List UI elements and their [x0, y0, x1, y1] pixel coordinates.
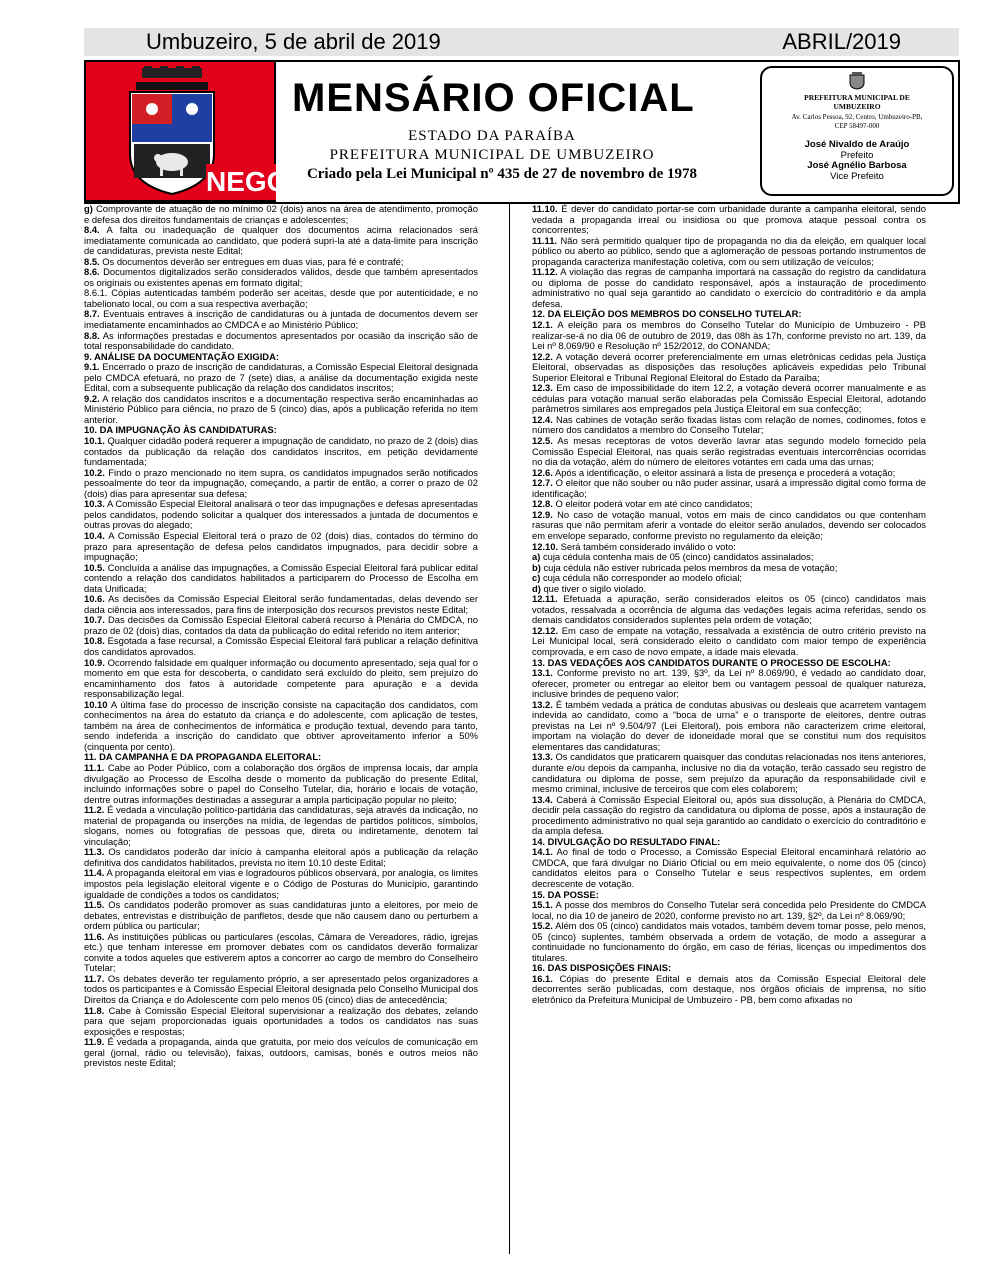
item-number: 12.7. [532, 477, 553, 489]
state-name: ESTADO DA PARAÍBA [408, 128, 576, 144]
item-number: 10.7. [84, 614, 105, 626]
paragraph [532, 900, 926, 921]
paragraph [84, 436, 478, 468]
paragraph [532, 236, 926, 268]
paragraph-text: Efetuada a apuração, serão considerados eleitos os 05 (cinco) candidatos mais votados, ressalvada a ocorrência de alguma das vedações legais acima referidas, sendo os demais candidatos considerados suplentes pela ordem de votação; [532, 593, 926, 626]
item-number: 8.4. [84, 224, 100, 236]
paragraph [532, 320, 926, 352]
section-heading: 13. DAS VEDAÇÕES AOS CANDIDATOS DURANTE O PROCESSO DE ESCOLHA: [532, 656, 891, 668]
paragraph-text: que tiver o sigilo violado. [540, 582, 647, 594]
paragraph-text: Cópias do presente Edital e demais atos da Comissão Especial Eleitoral dele decorrentes serão publicadas, com destaque, nos órgãos oficiais de imprensa, no sítio eletrônico da Prefeitura Municipal de Umbuzeiro - PB, bem como afixadas no [532, 972, 926, 1006]
paragraph-text: É vedada a propaganda, ainda que gratuita, por meio dos veículos de comunicação em geral (jornal, rádio ou televisão), faixas, outdoors, camisas, bonés e outros meios não previstos neste Edital; [84, 1036, 478, 1069]
item-number: 8.5. [84, 255, 100, 267]
mayor-role: Prefeito [840, 150, 874, 161]
item-number: 12.11. [532, 593, 558, 605]
paragraph-text: Os candidatos poderão promover as suas candidaturas junto a eleitores, por meio de debates, entrevistas e distribuição de panfletos, desde que não causem dano ou perturbem a ordem pública ou particular; [84, 899, 478, 932]
section-heading: 10. DA IMPUGNAÇÃO ÀS CANDIDATURAS: [84, 424, 277, 436]
item-number: 8.6. [84, 266, 100, 278]
paragraph-text: Após a identificação, o eleitor assinará a lista de presença e procederá a votação; [552, 466, 896, 478]
paragraph-text: Conforme previsto no art. 139, §3º, da Lei nº 8.069/90, é vedado ao candidato doar, oferecer, prometer ou entregar ao eleitor bem ou vantagem pessoal de qualquer natureza, inclusive brindes de pequeno valor; [532, 667, 926, 700]
paragraph-text: O eleitor que não souber ou não puder assinar, usará a impressão digital como forma de identificação; [532, 477, 926, 499]
item-number: 10.8. [84, 635, 105, 647]
prefecture-emblem-icon [847, 72, 867, 90]
paragraph-text: É também vedada a prática de condutas abusivas ou desleais que acarretem vantagem indevida ao candidato, como a “boca de urna” e o transporte de eleitores, dentre outras previstas na Lei nº 9.504/97 (Lei Eleitoral), pois embora não caracterizem crime eleitoral, importam na violação do dever de idoneidade moral que se constitui num dos requisitos elementares das candidaturas; [532, 698, 926, 752]
paragraph-text: A Comissão Especial Eleitoral analisará o teor das impugnações e defesas apresentadas pelos candidatos, podendo solicitar a qualquer dos interessados a juntada de documentos e outras provas do alegado; [84, 498, 478, 531]
item-number: 12.6. [532, 466, 553, 478]
paragraph-text: Caberá à Comissão Especial Eleitoral ou, após sua dissolução, à Plenária do CMDCA, decidir pela cassação do registro da candidatura ou diploma de posse, após a instauração de procedimento administrativo no qual seja garantido ao candidato o exercício do contraditório e da ampla defesa. [532, 793, 926, 837]
paragraph-text: Os debates deverão ter regulamento próprio, a ser apresentado pelos organizadores a todos os participantes e à Comissão Especial Eleitoral designada pelo Conselho Municipal dos Direitos da Criança e do Adolescente com pelo menos 05 (cinco) dias de antecedência; [84, 972, 478, 1006]
paragraph-text: Ocorrendo falsidade em qualquer informação ou documento apresentado, seja qual for o momento em que esta for descoberta, o candidato será excluído do pleito, sem prejuízo do encaminhamento dos fatos à autoridade competente para apuração e a devida responsabilização legal. [84, 656, 478, 700]
paragraph-text: A propaganda eleitoral em vias e logradouros públicos observará, por analogia, os limites impostos pela legislação eleitoral vigente e o Código de Posturas do Município, garantindo igualdade de condições a todos os candidatos; [84, 867, 478, 900]
item-number: d) [532, 582, 541, 594]
left-text-column [84, 204, 478, 1254]
paragraph [532, 594, 926, 626]
mayor-name: José Nivaldo de Araújo [804, 139, 910, 150]
paragraph-text: A falta ou inadequação de qualquer dos documentos acima relacionados será imediatamente comunicada ao candidato, que poderá supri-la até a data-limite para inscrição de candidaturas, prevista neste Edital; [84, 224, 478, 257]
item-number: 10.2. [84, 466, 105, 478]
section-heading: 16. DAS DISPOSIÇÕES FINAIS: [532, 962, 672, 974]
paragraph-text: Documentos digitalizados serão considerados válidos, desde que também apresentados os originais ou existentes apenas em formato digital; [84, 266, 478, 288]
paragraph [84, 932, 478, 974]
item-number: 10.9. [84, 656, 105, 668]
paragraph [532, 700, 926, 753]
item-number: 12.1. [532, 319, 553, 331]
item-number: 10.6. [84, 593, 105, 605]
vice-mayor-role: Vice Prefeito [830, 171, 884, 182]
paragraph-text: Os documentos deverão ser entregues em duas vias, para fé e contrafé; [99, 255, 404, 267]
section-heading: 9. ANÁLISE DA DOCUMENTAÇÃO EXIGIDA: [84, 350, 279, 362]
paragraph [84, 974, 478, 1006]
paragraph [532, 478, 926, 499]
paragraph-text: A Comissão Especial Eleitoral terá o prazo de 02 (dois) dias, contados do término do prazo para apresentação de defesa pelos candidatos impugnados, para decidir sobre a impugnação; [84, 529, 478, 563]
issue-month: ABRIL/2019 [782, 29, 901, 54]
item-number: 9.1. [84, 361, 100, 373]
paragraph [84, 468, 478, 500]
paragraph [84, 531, 478, 563]
paragraph-text: Das decisões da Comissão Especial Eleitoral caberá recurso à Plenária do CMDCA, no prazo de 02 (dois) dias, contados da data da publicação do edital referido no item anterior; [84, 614, 478, 636]
paragraph-text: A relação dos candidatos inscritos e a documentação respectiva serão encaminhadas ao Ministério Público para ciência, no prazo de 5 (cinco) dias, após a publicação referida no item anterior. [84, 392, 478, 425]
item-number: b) [532, 561, 541, 573]
creation-law: Criado pela Lei Municipal nº 435 de 27 de novembro de 1978 [306, 166, 698, 182]
item-number: 11.11. [532, 234, 558, 246]
paragraph-text: Findo o prazo mencionado no item supra, os candidatos impugnados serão notificados pessoalmente do teor da impugnação, começando, a partir de então, a correr o prazo de 02 (dois) dias para apresentar sua defesa; [84, 466, 478, 499]
paragraph [84, 847, 478, 868]
item-number: 13.3. [532, 751, 553, 763]
paragraph [532, 383, 926, 415]
item-number: 10.3. [84, 498, 105, 510]
item-number: 15.2. [532, 920, 553, 932]
paragraph [532, 752, 926, 794]
section-heading: 12. DA ELEIÇÃO DOS MEMBROS DO CONSELHO TUTELAR: [532, 308, 802, 320]
paragraph [532, 668, 926, 700]
item-number: 11.12. [532, 266, 558, 278]
top-date-bar [84, 28, 959, 56]
item-number: c) [532, 572, 541, 584]
paragraph [84, 594, 478, 615]
paragraph-text: Esgotada a fase recursal, a Comissão Especial Eleitoral fará publicar a relação definitiva dos candidatos aprovados. [84, 635, 478, 657]
item-number: 15.1. [532, 899, 553, 911]
paragraph [84, 204, 478, 225]
paragraph-text: Qualquer cidadão poderá requerer a impugnação de candidato, no prazo de 2 (dois) dias contados da publicação da relação dos candidatos inscritos, em petição devidamente fundamentada; [84, 435, 478, 468]
vice-mayor-name: José Agnélio Barbosa [807, 160, 907, 171]
paragraph-text: Encerrado o prazo de inscrição de candidaturas, a Comissão Especial Eleitoral designada pelo CMDCA efetuará, no prazo de 7 (sete) dias, a análise da documentação exigida neste Edital, com a subsequente publicação da relação dos candidatos inscritos; [84, 361, 478, 394]
info-address-line1: Av. Carlos Pessoa, 92, Centro, Umbuzeiro-PB, [791, 113, 923, 121]
paragraph-text: Em caso de impossibilidade do item 12.2, a votação deverá ocorrer manualmente e as cédulas para votação manual serão elaboradas pela Comissão Especial Eleitoral, adotando parâmetros similares aos empregados pela Justiça Eleitoral em sua confecção; [532, 382, 926, 415]
paragraph [84, 1006, 478, 1038]
item-number: 12.4. [532, 413, 553, 425]
paragraph-text: Não será permitido qualquer tipo de propaganda no dia da eleição, em qualquer local público ou aberto ao público, sendo que a aglomeração de pessoas portando instrumentos de propaganda caracteriza manifestação coletiva, com ou sem utilização de veículos; [532, 234, 926, 267]
paragraph-text: É vedada a vinculação político-partidária das candidaturas, seja através da indicação, no material de propaganda ou inserções na mídia, de legendas de partidos políticos, símbolos, slogans, nomes ou fotografias de pessoas que, direta ou indiretamente, denotem tal vinculação; [84, 804, 478, 847]
paragraph-text: O eleitor poderá votar em até cinco candidatos; [552, 498, 753, 510]
paragraph-text: Nas cabines de votação serão fixadas listas com relação de nomes, codinomes, fotos e número dos candidatos a membro do Conselho Tutelar; [532, 413, 926, 436]
item-number: 12.2. [532, 350, 553, 362]
right-text-column [532, 204, 926, 1254]
info-address-line2: CEP 58497-000 [834, 122, 880, 130]
item-number: 11.10. [532, 204, 558, 214]
paragraph-text: A posse dos membros do Conselho Tutelar será concedida pelo Presidente do CMDCA local, no dia 10 de janeiro de 2020, conforme previsto no art. 139, §2º, da Lei nº 8.069/90; [532, 899, 926, 921]
item-number: 11.9. [84, 1036, 105, 1048]
item-number: 13.1. [532, 667, 553, 679]
paragraph-text: Os candidatos que praticarem quaisquer das condutas relacionadas nos itens anteriores, durante e/ou depois da campanha, inclusive no dia da votação, terão cassado seu registro de candidatura ou diploma de posse, sem prejuízo da apuração da responsabilidade civil e mesmo criminal, inclusive de terceiros que com eles colaborem; [532, 751, 926, 795]
item-number: a) [532, 551, 541, 563]
paragraph-text: Além dos 05 (cinco) candidatos mais votados, também devem tomar posse, pelo menos, 05 (cinco) suplentes, também observada a ordem de votação, de modo a assegurar a continuidade no funcionamento do órgão, em caso de férias, licenças ou impedimentos dos titulares. [532, 920, 926, 963]
paragraph-text: É dever do candidato portar-se com urbanidade durante a campanha eleitoral, sendo vedada a propaganda irreal ou insidiosa ou que promova ataque pessoal contra os concorrentes; [532, 204, 926, 236]
item-number: 13.2. [532, 698, 553, 710]
item-number: 11.4. [84, 867, 105, 879]
paragraph [532, 921, 926, 963]
section-heading: 11. DA CAMPANHA E DA PROPAGANDA ELEITORAL: [84, 751, 322, 763]
paragraph [532, 436, 926, 468]
paragraph-text: Concluída a análise das impugnações, a Comissão Especial Eleitoral fará publicar edital contendo a relação dos candidatos habilitados a participarem do Processo de Escolha em data Unificada; [84, 561, 478, 594]
item-number: 11.7. [84, 972, 105, 984]
paragraph-text: cuja cédula não corresponder ao modelo oficial; [540, 572, 743, 584]
paragraph [84, 394, 478, 426]
paragraph [84, 805, 478, 847]
item-number: 16.1. [532, 972, 553, 984]
paragraph [84, 362, 478, 394]
paragraph-text: As informações prestadas e documentos apresentados por ocasião da inscrição são de total responsabilidade do candidato. [84, 329, 478, 352]
paragraph [532, 795, 926, 837]
paragraph [532, 352, 926, 384]
paragraph [84, 288, 478, 309]
paragraph [532, 510, 926, 542]
paragraph-text: cuja cédula não estiver rubricada pelos membros da mesa de votação; [540, 561, 838, 573]
item-number: 12.3. [532, 382, 553, 394]
prefecture-info-box [760, 66, 954, 196]
item-number: g) [84, 204, 93, 214]
paragraph [84, 636, 478, 657]
item-number: 11.3. [84, 846, 105, 858]
paragraph-text: Será também considerado inválido o voto: [558, 540, 736, 552]
masthead [84, 60, 960, 204]
paragraph-text: Cabe ao Poder Público, com a colaboração dos órgãos de imprensa locais, dar ampla divulgação ao Processo de Escolha desde o momento da publicação do presente Edital, incluindo informações sobre o papel do Conselho Tutelar, dia, horário e locais de votação, dentre outras informações destinadas a assegurar a ampla participação popular no pleito; [84, 761, 478, 805]
paragraph-text: No caso de votação manual, votos em mais de cinco candidatos ou que contenham rasuras que não permitam aferir a vontade do eleitor serão anulados, devendo ser colocados em envelope separado, conforme previsto no regulamento da eleição; [532, 508, 926, 541]
item-number: 10.10 [84, 698, 108, 710]
paragraph [84, 900, 478, 932]
column-divider [509, 204, 510, 1254]
paragraph [532, 626, 926, 658]
paragraph-text: As decisões da Comissão Especial Eleitoral serão fundamentadas, delas devendo ser dada ciência aos interessados, para fins de interposição dos recursos previstos neste Edital; [84, 593, 478, 615]
paragraph [84, 563, 478, 595]
paragraph [532, 847, 926, 889]
item-number: 12.10. [532, 540, 559, 552]
paragraph [84, 763, 478, 805]
info-org-line1: PREFEITURA MUNICIPAL DE [804, 93, 910, 102]
item-number: 9.2. [84, 392, 100, 404]
paragraph-text: cuja cédula contenha mais de 05 (cinco) candidatos assinalados; [540, 551, 814, 563]
paragraph-text: A votação deverá ocorrer preferencialmente em urnas eletrônicas cedidas pela Justiça Eleitoral, observadas as disposições das resoluções aplicáveis expedidas pelo Tribunal Superior Eleitoral e Tribunal Regional Eleitoral do Estado da Paraíba; [532, 350, 926, 383]
item-number: 10.5. [84, 561, 105, 573]
item-number: 8.7. [84, 308, 100, 320]
section-heading: 14. DIVULGAÇÃO DO RESULTADO FINAL: [532, 835, 721, 847]
paragraph-text: As mesas receptoras de votos deverão lavrar atas segundo modelo fornecido pela Comissão Especial Eleitoral, nas quais serão registradas eventuais intercorrências ocorridas no dia da votação, além do número de eleitores votantes em cada uma das urnas; [532, 435, 926, 468]
issue-date: Umbuzeiro, 5 de abril de 2019 [146, 29, 441, 54]
nego-badge: NEGO [206, 164, 276, 200]
paragraph [84, 1037, 478, 1069]
paragraph [84, 615, 478, 636]
paragraph [84, 225, 478, 257]
paragraph [532, 974, 926, 1006]
paragraph-text: Comprovante de atuação de no mínimo 02 (dois) anos na área de atendimento, promoção e defesa dos direitos fundamentais de crianças e adolescentes; [84, 204, 478, 225]
paragraph-text: Os candidatos poderão dar início à campanha eleitoral após a publicação da relação definitiva dos candidatos habilitados, prevista no item 10.10 deste Edital; [84, 846, 478, 868]
paragraph [532, 415, 926, 436]
paragraph-text: A última fase do processo de inscrição consiste na capacitação dos candidatos, com conhecimentos na área do estatuto da criança e do adolescente, com aplicação de testes, também na área de conhecimentos de informática e produção textual, devendo para tanto, sendo indeferida a inscrição do candidato que obtiver aproveitamento inferior a 50% (cinquenta por cento). [84, 698, 478, 752]
paragraph [84, 309, 478, 330]
paragraph [84, 868, 478, 900]
paragraph-text: Em caso de empate na votação, ressalvada a existência de outro critério previsto na Lei Municipal local, será considerado eleito o candidato com maior tempo de experiência comprovada, e em caso de novo empate, a idade mais elevada. [532, 624, 926, 657]
paragraph-text: As instituições públicas ou particulares (escolas, Câmara de Vereadores, rádio, igrejas etc.) que tenham interesse em promover debates com os candidatos deverão formalizar convite a todos aqueles que estiverem aptos a concorrer ao cargo de membro do Conselheiro Tutelar; [84, 930, 478, 974]
paragraph-text: A eleição para os membros do Conselho Tutelar do Município de Umbuzeiro - PB realizar-se-á no dia 06 de outubro de 2019, das 08h às 17h, conforme previsto no art. 139, da Lei nº 8.069/90 e Resolução nº 152/2012, do CONANDA; [532, 319, 926, 352]
item-number: 10.4. [84, 529, 105, 541]
item-number: 12.12. [532, 624, 559, 636]
item-number: 11.2. [84, 804, 105, 816]
item-number: 11.1. [84, 761, 105, 773]
item-number: 11.5. [84, 899, 105, 911]
item-number: 11.6. [84, 930, 105, 942]
paragraph [84, 331, 478, 352]
newspaper-title: MENSÁRIO OFICIAL [292, 76, 695, 120]
item-number: 14.1. [532, 846, 553, 858]
item-number: 11.8. [84, 1004, 105, 1016]
item-number: 8.8. [84, 329, 100, 341]
info-org-line2: UMBUZEIRO [833, 102, 881, 111]
paragraph [84, 267, 478, 288]
masthead-red-block [86, 62, 289, 202]
prefecture-name: PREFEITURA MUNICIPAL DE UMBUZEIRO [329, 147, 655, 163]
paragraph [84, 700, 478, 753]
paragraph [84, 499, 478, 531]
paragraph [84, 658, 478, 700]
item-number: 10.1. [84, 435, 105, 447]
paragraph [532, 204, 926, 236]
section-heading: 15. DA POSSE: [532, 888, 599, 900]
item-number: 12.5. [532, 435, 553, 447]
paragraph-text: Ao final de todo o Processo, a Comissão Especial Eleitoral encaminhará relatório ao CMDCA, que fará divulgar no Diário Oficial ou em meio equivalente, o nome dos 05 (cinco) candidatos eleitos para o Conselho Tutelar e seus respectivos suplentes, em ordem decrescente de votação. [532, 846, 926, 889]
item-number: 12.9. [532, 508, 553, 520]
paragraph-text: Eventuais entraves à inscrição de candidaturas ou à juntada de documentos devem ser imediatamente encaminhados ao CMDCA e ao Ministério Público; [84, 308, 478, 331]
paragraph [532, 267, 926, 309]
paragraph-text: 8.6.1. Cópias autenticadas também poderão ser aceitas, desde que por autenticidade, e no tabelionato local, ou com a sua respectiva averbação; [84, 287, 478, 309]
paragraph-text: A violação das regras de campanha importará na cassação do registro da candidatura ou diploma de posse do candidato responsável, após a instauração de procedimento administrativo no qual seja garantido ao candidato o exercício do contraditório e da ampla defesa. [532, 266, 926, 309]
item-number: 13.4. [532, 793, 553, 805]
item-number: 12.8. [532, 498, 553, 510]
paragraph-text: Cabe à Comissão Especial Eleitoral supervisionar a realização dos debates, zelando para que sejam proporcionadas iguais oportunidades a todos os candidatos nas suas exposições e respostas; [84, 1004, 478, 1037]
